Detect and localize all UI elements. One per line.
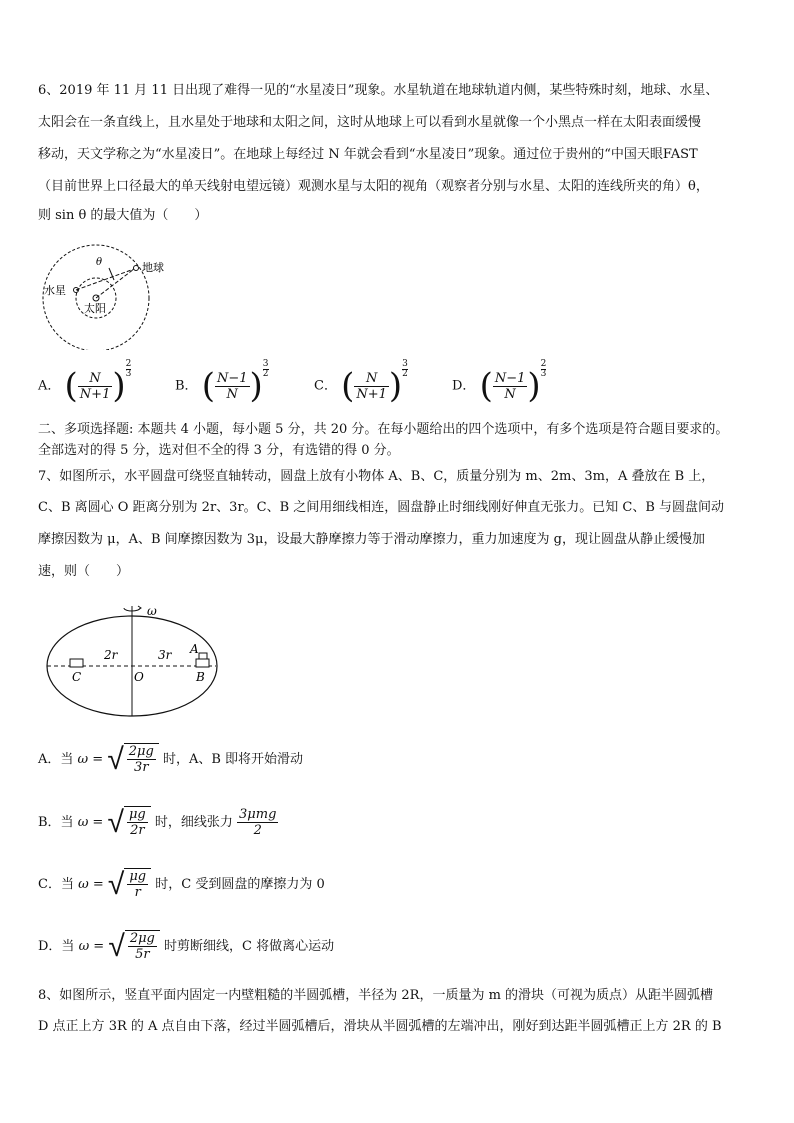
omega-label: ω xyxy=(147,604,157,618)
q6-line5: 则 sin θ 的最大值为（ ） xyxy=(38,208,208,223)
frac-num: N xyxy=(78,371,113,387)
q7-option-a[interactable]: A．当 ω = √ $\frac{2\mu g}{3r}$ 时，A、B 即将开始滑动 xyxy=(38,742,304,777)
q8-line1: 8、如图所示，竖直平面内固定一内壁粗糙的半圆弧槽，半径为 2R，一质量为 m 的滑块（可视为质点）从距半圆弧槽 xyxy=(38,988,714,1003)
frac-num: 2μg xyxy=(128,744,154,759)
omega-eq: ω = xyxy=(78,877,104,892)
exp-den: 2 xyxy=(262,369,269,379)
omega-eq: ω = xyxy=(77,815,104,830)
frac-den: r xyxy=(134,885,141,900)
option-text: 时，C 受到圆盘的摩擦力为 0 xyxy=(155,877,325,892)
option-text: 时，A、B 即将开始滑动 xyxy=(162,752,304,767)
mercury-label: 水星 xyxy=(44,284,66,297)
q7-line3: 摩擦因数为 μ，A、B 间摩擦因数为 3μ，设最大静摩擦力等于滑动摩擦力，重力加速度为 g，现让圆盘从静止缓慢加 xyxy=(38,532,705,547)
frac-num: μg xyxy=(129,869,147,884)
b-label: B xyxy=(196,670,205,684)
exp-num: 3 xyxy=(402,359,408,369)
q7-disk-figure xyxy=(44,596,224,721)
frac-den: 2r xyxy=(130,823,145,838)
section2-line1: 二、多项选择题: 本题共 4 小题，每小题 5 分，共 20 分。在每小题给出的四个选项中，有多个选项是符合题目要求的。 xyxy=(38,422,729,437)
frac-den: 3r xyxy=(134,760,149,775)
omega-eq: ω = xyxy=(77,752,104,767)
exp-den: 2 xyxy=(402,369,408,379)
3r-label: 3r xyxy=(158,648,172,662)
earth-label: 地球 xyxy=(142,261,164,274)
exp-den: 3 xyxy=(540,369,547,379)
tension-num: 3μmg xyxy=(239,807,277,822)
option-label: D． xyxy=(452,378,476,394)
q6-line4: （目前世界上口径最大的单天线射电望远镜）观测水星与太阳的视角（观察者分别与水星、太阳的连线所夹的角）θ， xyxy=(38,179,709,194)
q6-option-d[interactable]: D． ( $\frac{N-1}{N}$ ) $\frac{2}{3}$ xyxy=(452,359,547,406)
frac-den: N xyxy=(226,386,238,402)
section2-line2: 全部选对的得 5 分，选对但不全的得 3 分，有选错的得 0 分。 xyxy=(38,443,400,458)
q6-line3: 移动，天文学称之为“水星凌日”。在地球上每经过 N 年就会看到“水星凌日”现象。通过位于贵州的“中国天眼FAST xyxy=(38,147,698,162)
omega-eq: ω = xyxy=(78,939,105,954)
q7-option-c[interactable]: C．当 ω = √ $\frac{\mu g}{r}$ 时，C 受到圆盘的摩擦力为 0 xyxy=(38,867,325,902)
frac-num: N xyxy=(354,371,389,387)
q6-option-a[interactable]: A． ( $\frac{N}{N+1}$ ) $\frac{2}{3}$ xyxy=(38,359,132,406)
c-label: C xyxy=(72,670,82,684)
option-label: D．当 xyxy=(38,939,75,954)
exp-num: 2 xyxy=(540,359,547,369)
option-label: B．当 xyxy=(38,815,74,830)
option-label: A．当 xyxy=(38,752,74,767)
q7-option-d[interactable]: D．当 ω = √ $\frac{2\mu g}{5r}$ 时剪断细线，C 将做离心运动 xyxy=(38,929,335,964)
frac-den: N+1 xyxy=(356,386,387,402)
frac-num: N−1 xyxy=(216,370,248,386)
frac-num: μg xyxy=(128,807,146,822)
q7-line2: C、B 离圆心 O 距离分别为 2r、3r。C、B 之间用细线相连，圆盘静止时细线刚好伸直无张力。已知 C、B 与圆盘间动 xyxy=(38,500,725,515)
frac-num: N−1 xyxy=(494,370,526,386)
o-label: O xyxy=(134,670,144,684)
exp-num: 2 xyxy=(125,359,132,369)
frac-den: N+1 xyxy=(79,386,111,402)
option-label: C． xyxy=(314,378,337,394)
frac-den: N xyxy=(504,386,516,402)
option-text: 时，细线张力 xyxy=(154,815,233,830)
exp-num: 3 xyxy=(262,359,269,369)
q6-line2: 太阳会在一条直线上，且水星处于地球和太阳之间，这时从地球上可以看到水星就像一个小黑点一样在太阳表面缓慢 xyxy=(38,115,702,130)
exp-den: 3 xyxy=(125,369,132,379)
q6-option-b[interactable]: B． ( $\frac{N-1}{N}$ ) $\frac{3}{2}$ xyxy=(175,359,269,406)
q6-orbit-figure xyxy=(38,240,188,350)
q7-line4: 速，则（ ） xyxy=(38,564,130,579)
option-label: B． xyxy=(175,378,198,394)
q6-option-c[interactable]: C． ( $\frac{N}{N+1}$ ) $\frac{3}{2}$ xyxy=(314,359,408,406)
theta-label: θ xyxy=(96,257,103,268)
q7-line1: 7、如图所示，水平圆盘可绕竖直轴转动，圆盘上放有小物体 A、B、C，质量分别为 m、2m、3m，A 叠放在 B 上， xyxy=(38,469,715,484)
q8-line2: D 点正上方 3R 的 A 点自由下落，经过半圆弧槽后，滑块从半圆弧槽的左端冲出，刚好到达距半圆弧槽正上方 2R 的 B xyxy=(38,1019,722,1034)
option-label: A． xyxy=(38,378,61,394)
option-label: C．当 xyxy=(38,877,74,892)
q6-line1: 6、2019 年 11 月 11 日出现了难得一见的“水星凌日”现象。水星轨道在地球轨道内侧，某些特殊时刻，地球、水星、 xyxy=(38,83,719,98)
frac-den: 5r xyxy=(135,947,150,962)
q7-option-b[interactable]: B．当 ω = √ $\frac{\mu g}{2r}$ 时，细线张力 $\frac{\text{3μmg}}{2}$ xyxy=(38,805,277,840)
sun-label: 太阳 xyxy=(84,302,106,315)
option-text: 时剪断细线，C 将做离心运动 xyxy=(164,939,335,954)
a-label: A xyxy=(190,642,199,656)
2r-label: 2r xyxy=(104,648,118,662)
frac-num: 2μg xyxy=(129,931,155,946)
tension-den: 2 xyxy=(253,823,262,838)
